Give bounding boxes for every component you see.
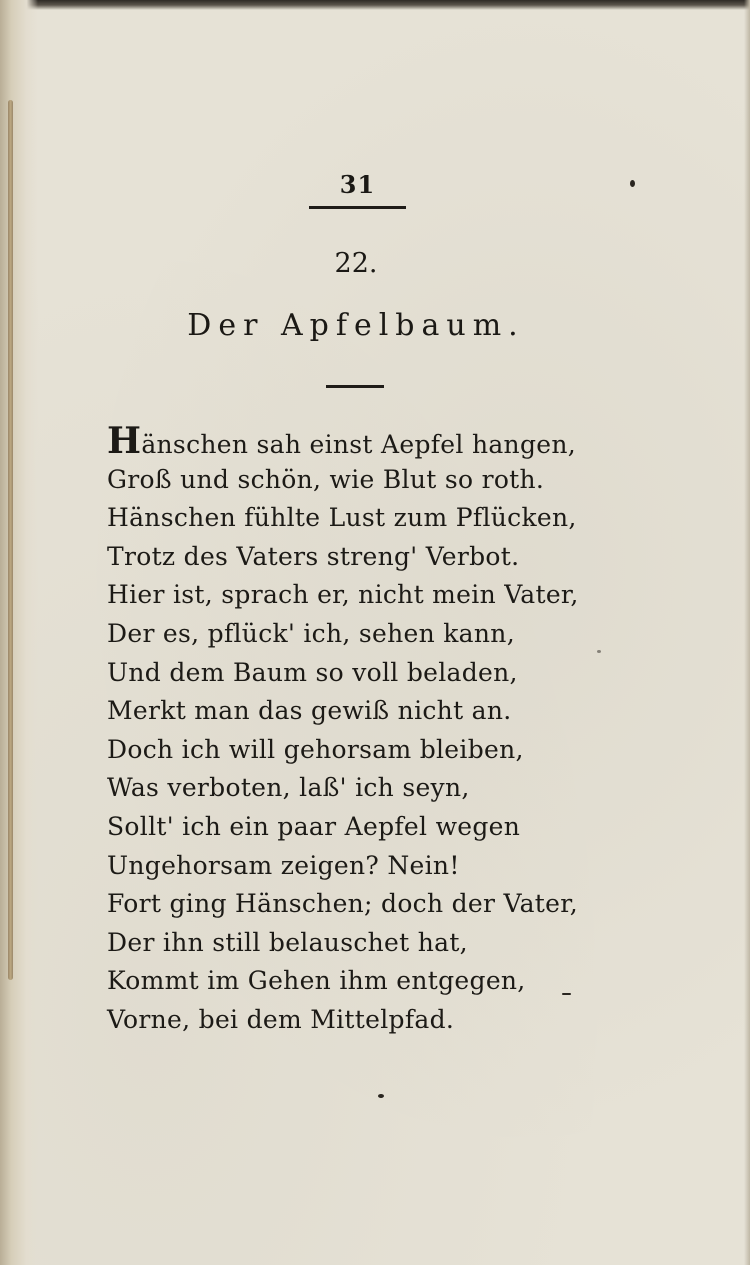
verse-line-text: änschen sah einst Aepfel hangen, (141, 430, 577, 459)
page-number: 31 (339, 170, 376, 199)
page-top-edge (0, 0, 750, 10)
page-right-edge (744, 0, 750, 1265)
verse-line: Groß und schön, wie Blut so roth. (107, 464, 545, 494)
poem-verse (107, 422, 667, 1040)
paper-speck (630, 180, 635, 187)
verse-line: Der es, pflück' ich, sehen kann, (107, 618, 515, 648)
header-rule (309, 206, 406, 209)
binding-thread (8, 100, 13, 980)
verse-line: Hänschen fühlte Lust zum Pflücken, (107, 503, 577, 533)
verse-line: Fort ging Hänschen; doch der Vater, (107, 889, 578, 919)
paper-speck (597, 650, 601, 653)
poem-number: 22. (334, 248, 378, 279)
paper-speck (378, 1094, 384, 1098)
verse-line: Merkt man das gewiß nicht an. (107, 696, 512, 726)
poem-title: Der Apfelbaum. (187, 308, 525, 343)
verse-line: Und dem Baum so voll beladen, (107, 657, 518, 687)
verse-line: Der ihn still belauschet hat, (107, 927, 468, 957)
verse-line: Was verboten, laß' ich seyn, (107, 773, 470, 803)
verse-line: Hier ist, sprach er, nicht mein Vater, (107, 580, 579, 610)
paper-speck (562, 993, 571, 995)
verse-line: Trotz des Vaters streng' Verbot. (107, 541, 520, 571)
verse-line: Ungehorsam zeigen? Nein! (107, 850, 460, 880)
drop-cap: H (107, 420, 142, 462)
verse-line (107, 422, 667, 461)
verse-line: Vorne, bei dem Mittelpfad. (107, 1004, 455, 1034)
title-rule (326, 385, 384, 388)
verse-line: Sollt' ich ein paar Aepfel wegen (107, 811, 521, 841)
verse-line: Kommt im Gehen ihm entgegen, (107, 966, 526, 996)
verse-line: Doch ich will gehorsam bleiben, (107, 734, 524, 764)
